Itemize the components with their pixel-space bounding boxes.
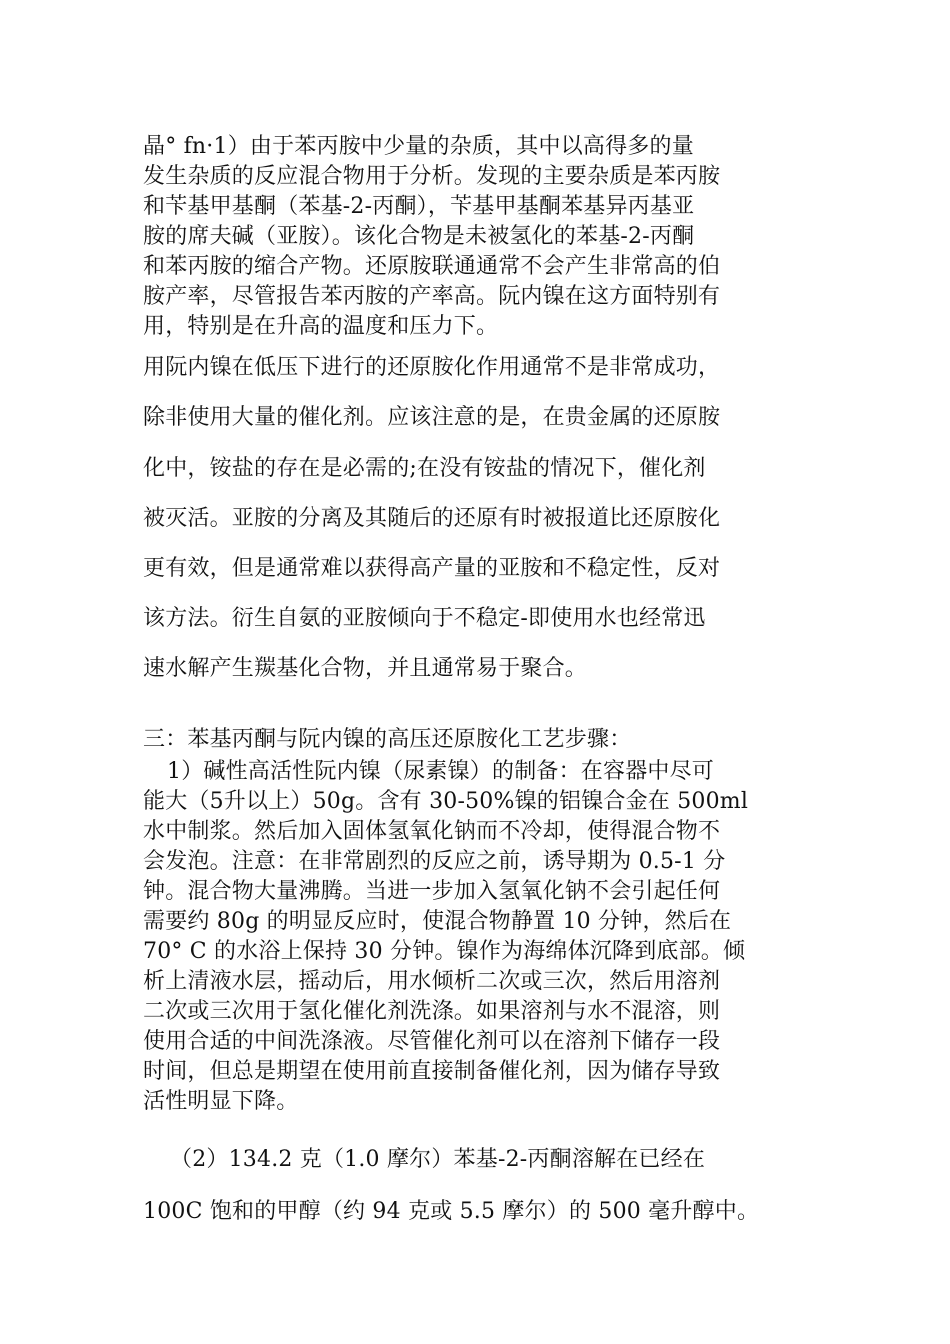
text-line: 化中，铵盐的存在是必需的;在没有铵盐的情况下，催化剂 xyxy=(143,456,706,481)
text-line: 发生杂质的反应混合物用于分析。发现的主要杂质是苯丙胺 xyxy=(143,164,721,189)
text-line: 1）碱性高活性阮内镍（尿素镍）的制备：在容器中尽可 xyxy=(167,759,714,784)
text-line: 速水解产生羰基化合物，并且通常易于聚合。 xyxy=(143,656,588,681)
text-line: 钟。混合物大量沸腾。当进一步加入氢氧化钠不会引起任何 xyxy=(143,879,721,904)
section-heading: 三：苯基丙酮与阮内镍的高压还原胺化工艺步骤： xyxy=(143,727,632,752)
text-line: 析上清液水层，摇动后，用水倾析二次或三次，然后用溶剂 xyxy=(143,969,721,994)
text-line: 晶° fn·1）由于苯丙胺中少量的杂质，其中以高得多的量 xyxy=(143,134,694,159)
text-line: 和苯丙胺的缩合产物。还原胺联通通常不会产生非常高的伯 xyxy=(143,254,721,279)
text-line: 该方法。衍生自氨的亚胺倾向于不稳定-即使用水也经常迅 xyxy=(143,606,706,631)
text-line: 时间，但总是期望在使用前直接制备催化剂，因为储存导致 xyxy=(143,1059,721,1084)
text-line: 更有效，但是通常难以获得高产量的亚胺和不稳定性，反对 xyxy=(143,556,721,581)
text-line: 二次或三次用于氢化催化剂洗涤。如果溶剂与水不混溶，则 xyxy=(143,999,721,1024)
text-line: 胺的席夫碱（亚胺）。该化合物是未被氢化的苯基-2-丙酮 xyxy=(143,224,695,249)
text-line: 胺产率，尽管报告苯丙胺的产率高。阮内镍在这方面特别有 xyxy=(143,284,721,309)
text-line: 和苄基甲基酮（苯基-2-丙酮），苄基甲基酮苯基异丙基亚 xyxy=(143,194,695,219)
text-line: 用阮内镍在低压下进行的还原胺化作用通常不是非常成功， xyxy=(143,355,721,380)
text-line: 使用合适的中间洗涤液。尽管催化剂可以在溶剂下储存一段 xyxy=(143,1029,721,1054)
text-line: 水中制浆。然后加入固体氢氧化钠而不冷却，使得混合物不 xyxy=(143,819,721,844)
text-line: 活性明显下降。 xyxy=(143,1089,299,1114)
text-line: 会发泡。注意：在非常剧烈的反应之前，诱导期为 0.5-1 分 xyxy=(143,849,726,874)
text-line: 被灭活。亚胺的分离及其随后的还原有时被报道比还原胺化 xyxy=(143,506,721,531)
text-line: 需要约 80g 的明显反应时，使混合物静置 10 分钟，然后在 xyxy=(143,909,732,934)
text-line: 能大（5升以上）50g。含有 30-50%镍的铝镍合金在 500ml xyxy=(143,789,749,814)
text-line: 100C 饱和的甲醇（约 94 克或 5.5 摩尔）的 500 毫升醇中。 xyxy=(143,1199,760,1224)
text-line: 用，特别是在升高的温度和压力下。 xyxy=(143,314,499,339)
text-line: （2）134.2 克（1.0 摩尔）苯基-2-丙酮溶解在已经在 xyxy=(170,1147,706,1172)
text-line: 70° C 的水浴上保持 30 分钟。镍作为海绵体沉降到底部。倾 xyxy=(143,939,746,964)
text-line: 除非使用大量的催化剂。应该注意的是，在贵金属的还原胺 xyxy=(143,405,721,430)
